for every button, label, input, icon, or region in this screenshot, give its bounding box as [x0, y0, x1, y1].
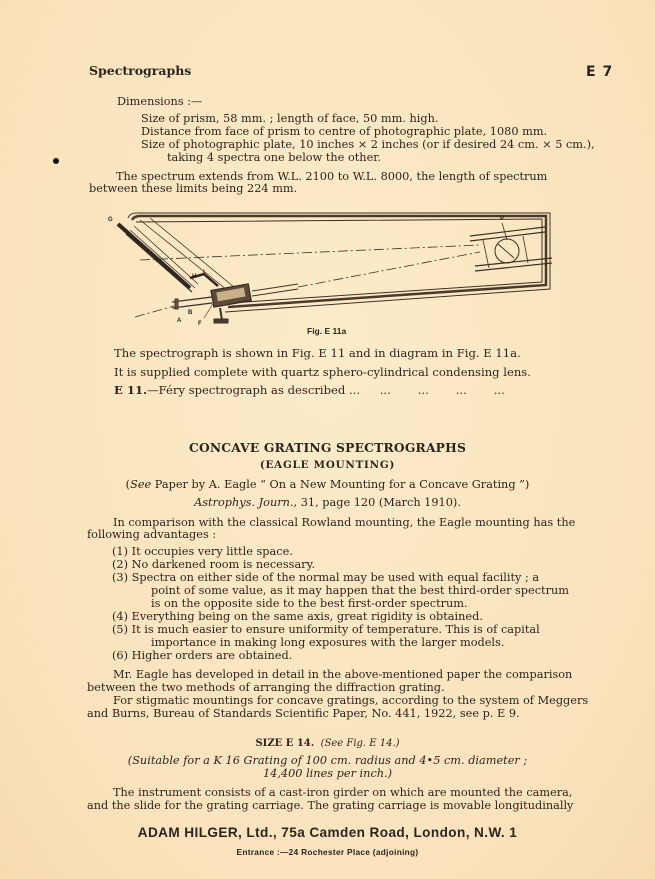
advantage-item-continued: is on the opposite side to the best first-order spectrum. [151, 597, 468, 610]
diagram-label-f: F [198, 321, 202, 327]
leader: ... [493, 383, 505, 397]
size-heading [0, 737, 655, 750]
item-text: Higher orders are obtained. [131, 649, 293, 662]
paper-reference [0, 478, 655, 491]
stigmatic-paragraph-line: and Burns, Bureau of Standards Scientific Paper, No. 441, 1922, see p. E 9. [87, 707, 520, 720]
leader: ... [417, 383, 429, 397]
journal-name: Astrophys. Journ. [194, 496, 294, 509]
item-text: It occupies very little space. [131, 545, 293, 558]
catalogue-item [114, 384, 532, 397]
page-number: E 7 [586, 64, 614, 80]
instrument-paragraph-line: The instrument consists of a cast-iron girder on which are mounted the camera, [113, 786, 573, 799]
diagram-label-h: H [192, 274, 197, 280]
leader-dots [380, 383, 532, 397]
advantage-item [112, 571, 539, 584]
dimensions-label: Dimensions :— [117, 95, 203, 108]
size-title: SIZE E 14. [255, 738, 315, 749]
item-number: (3) [112, 571, 129, 584]
item-number: (1) [112, 545, 129, 558]
item-number: (4) [112, 610, 129, 623]
dimension-item: Distance from face of prism to centre of photographic plate, 1080 mm. [141, 125, 548, 138]
item-text: No darkened room is necessary. [131, 558, 316, 571]
intro-line: In comparison with the classical Rowland mounting, the Eagle mounting has the [113, 516, 576, 529]
advantage-item [112, 623, 540, 636]
entrance-note: Entrance :—24 Rochester Place (adjoining) [236, 847, 419, 857]
open-paren: ( [125, 478, 131, 491]
section-subtitle: (EAGLE MOUNTING) [259, 459, 396, 471]
diagram-label-p: P [500, 216, 505, 222]
advantage-item-continued: importance in making long exposures with the larger models. [151, 636, 505, 649]
diagram-label-g: G [108, 217, 113, 223]
advantage-item [112, 610, 483, 623]
stigmatic-paragraph-line: For stigmatic mountings for concave gratings, according to the system of Meggers [113, 694, 589, 707]
item-text: It is much easier to ensure uniformity of temperature. This is of capital [131, 623, 540, 636]
item-number: (5) [112, 623, 129, 636]
item-text: Spectra on either side of the normal may be used with equal facility ; a [131, 571, 540, 584]
advantage-item [112, 545, 293, 558]
description-line: The spectrograph is shown in Fig. E 11 and in diagram in Fig. E 11a. [114, 346, 521, 360]
paper-title: Paper by A. Eagle “ On a New Mounting for a Concave Grating ”) [151, 478, 530, 491]
advantage-item-continued: point of some value, as it may happen that the best third-order spectrum [151, 584, 569, 597]
size-see-ref: (See Fig. E 14.) [320, 738, 400, 749]
advantage-item [112, 558, 315, 571]
spectrum-paragraph-line: The spectrum extends from W.L. 2100 to W.L. 8000, the length of spectrum [116, 170, 548, 183]
publisher-address: ADAM HILGER, Ltd., 75a Camden Road, London, N.W. 1 [137, 825, 518, 840]
leader: ... [379, 383, 391, 397]
dimension-item-continued: taking 4 spectra one below the other. [167, 151, 382, 164]
instrument-paragraph-line: and the slide for the grating carriage. The grating carriage is movable longitudinally [87, 799, 574, 812]
catalogue-code: E 11. [114, 383, 148, 397]
spectrum-paragraph-line: between these limits being 224 mm. [89, 182, 298, 195]
diagram-label-i: I [203, 270, 205, 276]
eagle-paragraph-line: between the two methods of arranging the diffraction grating. [87, 681, 445, 694]
advantage-item [112, 649, 292, 662]
item-number: (2) [112, 558, 129, 571]
dimension-item: Size of photographic plate, 10 inches × 2 inches (or if desired 24 cm. × 5 cm.), [141, 138, 595, 151]
journal-reference [0, 496, 655, 509]
item-text: Everything being on the same axis, great rigidity is obtained. [131, 610, 483, 623]
diagram-label-b: B [188, 310, 193, 316]
ink-blot-mark [53, 158, 59, 164]
see-word: See [130, 478, 152, 491]
suitability-line: 14,400 lines per inch.) [262, 767, 393, 780]
eagle-paragraph-line: Mr. Eagle has developed in detail in the above-mentioned paper the comparison [113, 668, 573, 681]
diagram-label-e: E [156, 258, 161, 264]
journal-details: , 31, page 120 (March 1910). [293, 496, 461, 509]
suitability-line: (Suitable for a K 16 Grating of 100 cm. radius and 4•5 cm. diameter ; [127, 754, 528, 767]
figure-caption: Fig. E 11a [307, 326, 347, 336]
dimension-item: Size of prism, 58 mm. ; length of face, 50 mm. high. [141, 112, 439, 125]
description-line: It is supplied complete with quartz sphero-cylindrical condensing lens. [114, 365, 531, 379]
spectrograph-diagram [100, 196, 560, 331]
leader: ... [455, 383, 467, 397]
section-title: CONCAVE GRATING SPECTROGRAPHS [188, 440, 467, 455]
item-number: (6) [112, 649, 129, 662]
diagram-label-a: A [177, 318, 182, 324]
running-title: Spectrographs [89, 63, 192, 78]
catalogue-description: —Féry spectrograph as described ... [147, 383, 361, 397]
intro-line: following advantages : [87, 528, 217, 541]
